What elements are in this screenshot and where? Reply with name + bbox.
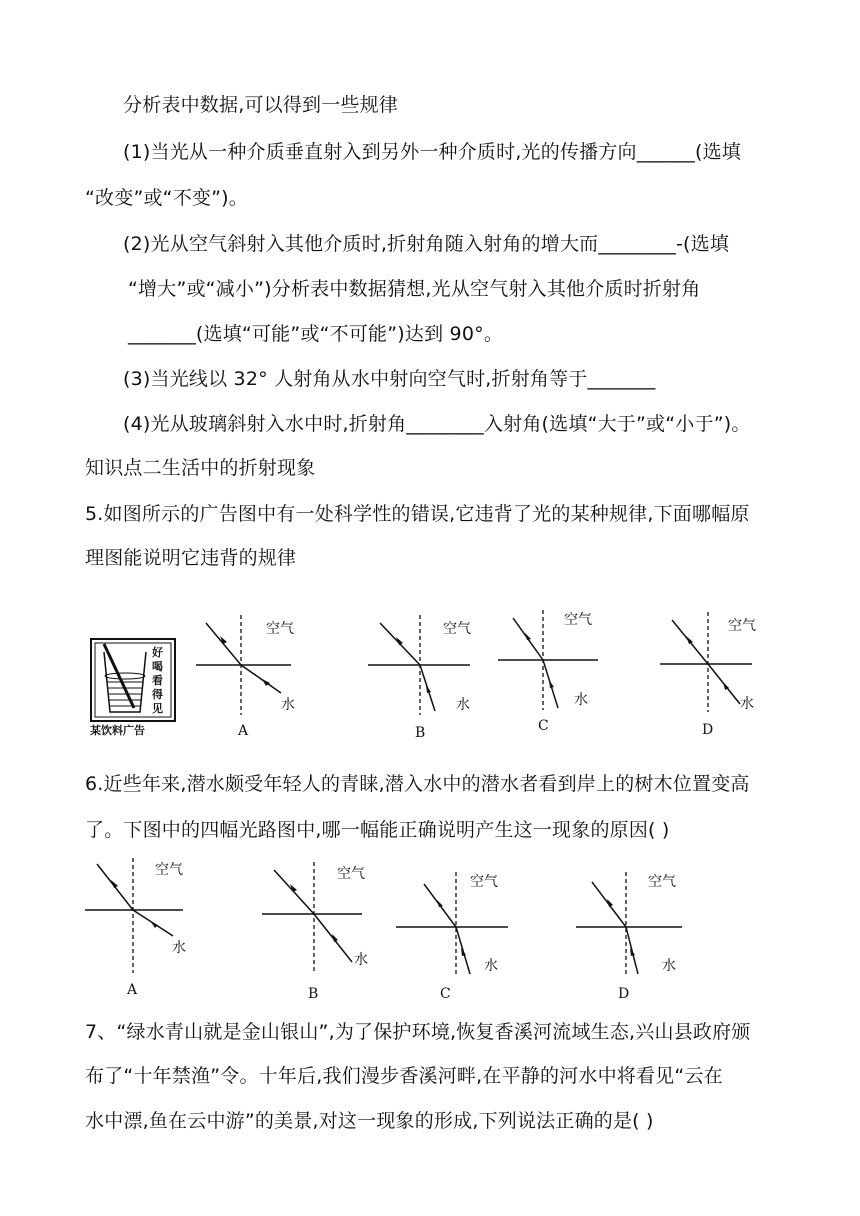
beverage-ad-figure [90, 638, 180, 737]
question-5-line-1: 5.如图所示的广告图中有一处科学性的错误,它违背了光的某种规律,下面哪幅原 [85, 503, 750, 525]
option-label-c: C [440, 986, 451, 1002]
air-label: 空气 [470, 874, 498, 890]
option-label-b: B [415, 725, 426, 741]
air-label: 空气 [443, 621, 471, 637]
text-line-3: “改变”或“不变”)。 [85, 187, 248, 209]
q6-diagram-b [262, 862, 382, 1002]
text-line-8: (4)光从玻璃斜射入水中时,折射角________入射角(选填“大于”或“小于”)。 [123, 413, 751, 435]
option-label-d: D [618, 986, 630, 1002]
text-line-5: “增大”或“减小”)分析表中数据猜想,光从空气射入其他介质时折射角 [128, 278, 701, 300]
air-label: 空气 [728, 618, 756, 634]
option-label-a: A [127, 982, 138, 998]
q6-diagram-a [85, 858, 195, 998]
question-7-line-1: 7、“绿水青山就是金山银山”,为了保护环境,恢复香溪河流域生态,兴山县政府颁 [85, 1021, 751, 1043]
question-6-line-1: 6.近些年来,潜水颇受年轻人的青睐,潜入水中的潜水者看到岸上的树木位置变高 [85, 773, 750, 795]
q5-diagram-a [196, 615, 306, 740]
text-line-1: 分析表中数据,可以得到一些规律 [123, 94, 399, 116]
q6-diagram-c [396, 872, 516, 1002]
water-label: 水 [740, 696, 754, 712]
question-5-line-2: 理图能说明它违背的规律 [85, 547, 297, 569]
water-label: 水 [484, 958, 498, 974]
text-line-6: _______(选填“可能”或“不可能”)达到 90°。 [128, 323, 504, 345]
q5-diagram-b [368, 615, 478, 740]
question-7-line-3: 水中漂,鱼在云中游”的美景,对这一现象的形成,下列说法正确的是( ) [85, 1110, 654, 1132]
section-heading: 知识点二生活中的折射现象 [85, 457, 316, 479]
water-label: 水 [662, 958, 676, 974]
air-label: 空气 [648, 874, 676, 890]
q5-diagram-d [660, 612, 770, 737]
question-7-line-2: 布了“十年禁渔”令。十年后,我们漫步香溪河畔,在平静的河水中将看见“云在 [85, 1065, 723, 1087]
water-label: 水 [456, 697, 470, 713]
water-label: 水 [574, 692, 588, 708]
text-line-2: (1)当光从一种介质垂直射入到另外一种介质时,光的传播方向______(选填 [123, 141, 741, 163]
ad-slogan: 好喝看得见 [152, 646, 163, 715]
air-label: 空气 [337, 866, 365, 882]
air-label: 空气 [155, 862, 183, 878]
option-label-d: D [702, 722, 714, 738]
q5-diagram-c [498, 610, 608, 735]
water-label: 水 [172, 940, 186, 956]
q6-diagram-d [576, 872, 696, 1002]
air-label: 空气 [266, 621, 294, 637]
question-6-line-2: 了。下图中的四幅光路图中,哪一幅能正确说明产生这一现象的原因( ) [85, 819, 670, 841]
option-label-b: B [308, 986, 319, 1002]
option-label-c: C [538, 718, 549, 734]
air-label: 空气 [564, 612, 592, 628]
water-label: 水 [354, 952, 368, 968]
option-label-a: A [238, 723, 249, 739]
text-line-4: (2)光从空气斜射入其他介质时,折射角随入射角的增大而________-(选填 [123, 233, 730, 255]
ad-caption: 某饮料广告 [90, 724, 145, 737]
text-line-7: (3)当光线以 32° 人射角从水中射向空气时,折射角等于_______ [123, 368, 656, 390]
water-label: 水 [281, 697, 295, 713]
